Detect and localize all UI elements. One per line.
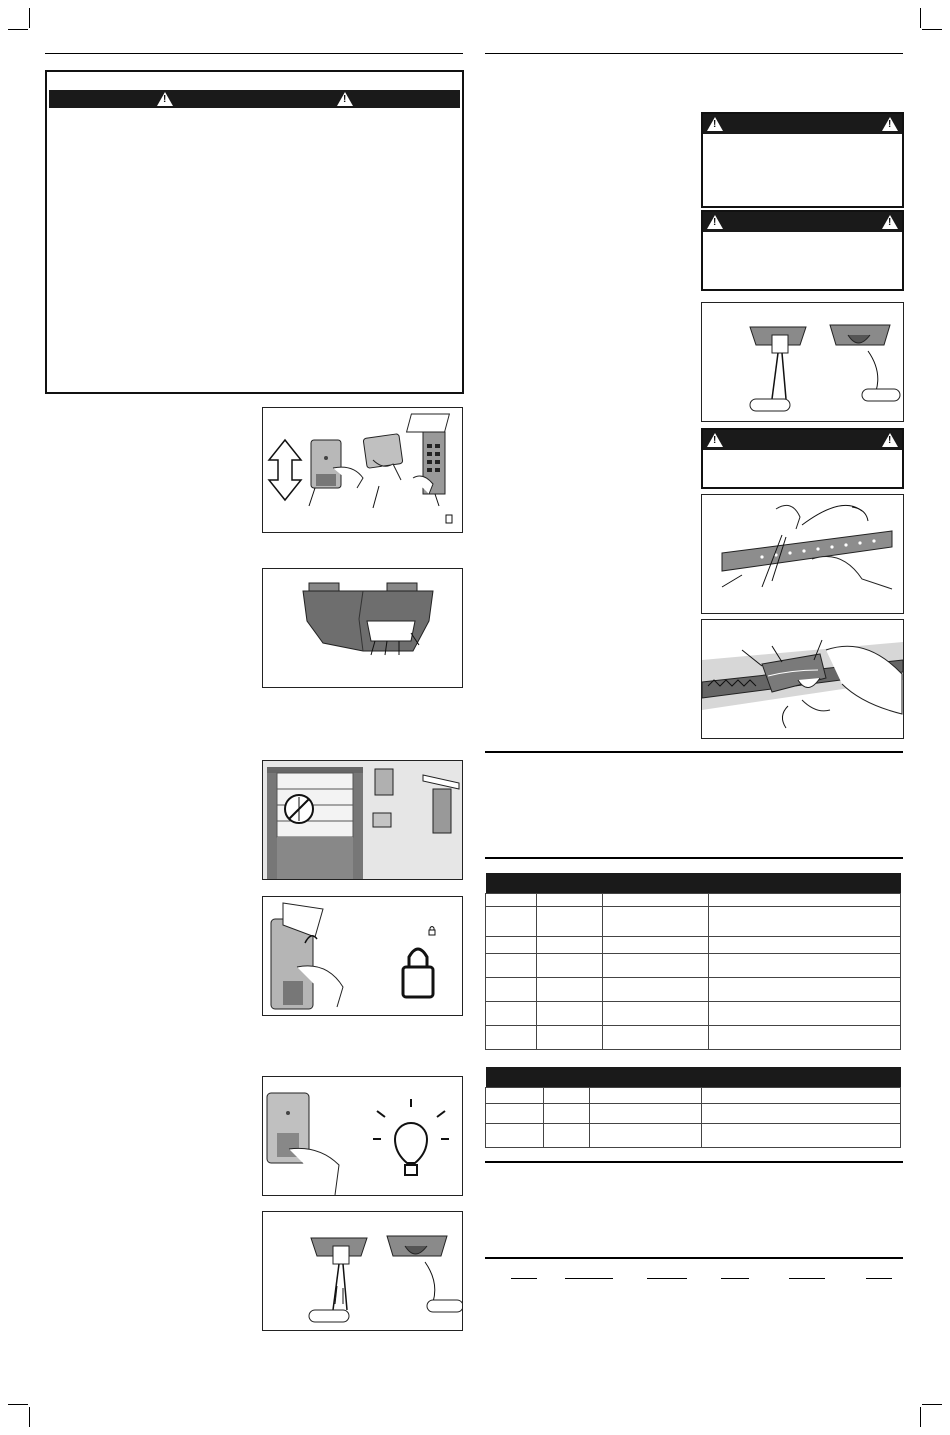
table-row xyxy=(486,978,901,1002)
warning-triangle-icon xyxy=(882,215,898,229)
crop-mark xyxy=(922,1404,942,1405)
crop-mark xyxy=(922,29,942,30)
table-header xyxy=(590,1067,702,1088)
side-warning-2 xyxy=(701,210,904,291)
crop-mark xyxy=(920,8,921,28)
top-rule-left xyxy=(45,53,463,54)
table-row xyxy=(486,907,901,937)
remote-controls-figure xyxy=(262,407,463,533)
warning-triangle-icon xyxy=(707,215,723,229)
light-bulb-icon xyxy=(373,1099,449,1175)
table-header xyxy=(486,1067,544,1088)
warning-bar xyxy=(49,90,460,108)
table-row xyxy=(486,1002,901,1026)
table-header xyxy=(544,1067,590,1088)
side-warning-1 xyxy=(701,112,904,208)
section-rule xyxy=(485,1161,903,1163)
lock-icon xyxy=(403,949,433,997)
table-header xyxy=(537,873,603,894)
table-header xyxy=(486,873,537,894)
blank-field-line xyxy=(789,1278,825,1279)
crop-mark xyxy=(29,8,30,28)
table-header xyxy=(709,873,901,894)
table-row xyxy=(486,894,901,907)
crop-mark xyxy=(8,29,28,30)
warning-bar xyxy=(703,114,902,134)
blank-field-line xyxy=(511,1278,537,1279)
right-release-figure xyxy=(701,302,904,422)
blank-field-line xyxy=(721,1278,749,1279)
table-1 xyxy=(485,873,901,1050)
table-row xyxy=(486,1088,901,1104)
warning-bar xyxy=(703,430,902,450)
garage-door-figure xyxy=(262,760,463,880)
crop-mark xyxy=(29,1407,30,1427)
section-rule xyxy=(485,857,903,859)
table-header xyxy=(702,1067,901,1088)
top-rule-right xyxy=(485,53,903,54)
table-row xyxy=(486,1026,901,1050)
warning-bar xyxy=(703,212,902,232)
warning-triangle-icon xyxy=(337,92,353,106)
table-row xyxy=(486,937,901,954)
warning-triangle-icon xyxy=(707,117,723,131)
blank-field-line xyxy=(647,1278,687,1279)
table-row xyxy=(486,1104,901,1124)
crop-mark xyxy=(8,1404,28,1405)
up-down-arrow-icon xyxy=(269,440,301,500)
table-2 xyxy=(485,1067,901,1148)
lens-figure xyxy=(262,568,463,688)
warning-triangle-icon xyxy=(882,117,898,131)
light-figure xyxy=(262,1076,463,1196)
warning-triangle-icon xyxy=(157,92,173,106)
rail-figure xyxy=(701,494,904,614)
trolley-figure xyxy=(701,619,904,739)
warning-triangle-icon xyxy=(882,433,898,447)
crop-mark xyxy=(920,1407,921,1427)
side-warning-3 xyxy=(701,428,904,489)
section-rule xyxy=(485,1257,903,1259)
warning-box xyxy=(45,70,464,394)
table-row xyxy=(486,1124,901,1148)
release-handle-figure xyxy=(262,1211,463,1331)
blank-field-line xyxy=(866,1278,892,1279)
lock-figure xyxy=(262,896,463,1016)
table-header xyxy=(603,873,709,894)
section-rule xyxy=(485,751,903,753)
blank-field-line xyxy=(565,1278,613,1279)
table-row xyxy=(486,954,901,978)
warning-triangle-icon xyxy=(707,433,723,447)
